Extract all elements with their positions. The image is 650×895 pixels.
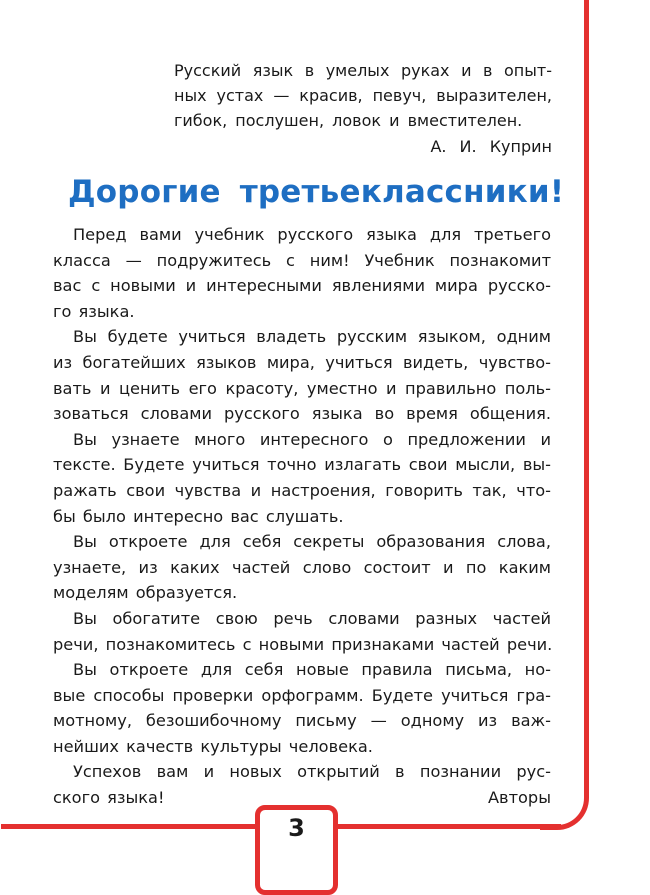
epigraph-line: гибок, послушен, ловок и вместителен. — [174, 111, 523, 130]
epigraph — [174, 58, 552, 133]
text-line: вать и ценить его красоту, уместно и правильно поль- — [53, 378, 551, 398]
text-line: ражать свои чувства и настроения, говорить так, что- — [53, 480, 551, 500]
text-line: вас с новыми и интересными явлениями мира русско- — [53, 276, 551, 296]
text-line: Вы будете учиться владеть русским языком, одним — [73, 327, 551, 347]
epigraph-line: ных устах — красив, певуч, выразителен, — [174, 86, 552, 105]
text-line: Успехов вам и новых открытий в познании рус- — [73, 762, 551, 782]
text-line: Вы откроете для себя секреты образования слова, — [73, 532, 551, 552]
paragraph — [53, 529, 551, 606]
text-line: узнаете, из каких частей слово состоит и по каким — [53, 557, 551, 577]
epigraph-author: А. И. Куприн — [430, 137, 552, 156]
text-line: Вы обогатите свою речь словами разных частей — [73, 608, 551, 628]
text-line: вые способы проверки орфограмм. Будете учиться гра- — [53, 685, 551, 705]
page-number-box — [255, 805, 338, 895]
paragraph — [53, 759, 551, 810]
text-line: из богатейших языков мира, учиться видеть, чувство- — [53, 352, 551, 372]
text-line: ского языка! — [53, 788, 165, 808]
text-line: Вы откроете для себя новые правила письма, но- — [73, 660, 551, 680]
text-line: мотному, безошибочному письму — одному из важ- — [53, 711, 551, 731]
paragraph — [53, 606, 551, 657]
text-line: тексте. Будете учиться точно излагать свои мысли, вы- — [53, 455, 551, 475]
page-title: Дорогие третьеклассники! — [68, 174, 565, 210]
paragraph — [53, 427, 551, 529]
text-line: Вы узнаете много интересного о предложении и — [73, 429, 551, 449]
text-line: класса — подружитесь с ним! Учебник познакомит — [53, 250, 551, 270]
text-line: нейших качеств культуры человека. — [53, 736, 373, 756]
paragraph — [53, 222, 551, 324]
page-number: 3 — [288, 814, 305, 842]
epigraph-line: Русский язык в умелых руках и в опыт- — [174, 61, 552, 80]
text-line: го языка. — [53, 301, 135, 321]
text-line: моделям образуется. — [53, 583, 238, 603]
text-line: зоваться словами русского языка во время общения. — [53, 404, 551, 424]
paragraph — [53, 657, 551, 759]
paragraph — [53, 324, 551, 426]
body-text — [53, 222, 551, 811]
text-line: Перед вами учебник русского языка для третьего — [73, 225, 551, 244]
authors-signature: Авторы — [487, 788, 551, 807]
text-line: бы было интересно вас слушать. — [53, 506, 344, 526]
text-line: речи, познакомитесь с новыми признаками частей речи. — [53, 634, 553, 654]
